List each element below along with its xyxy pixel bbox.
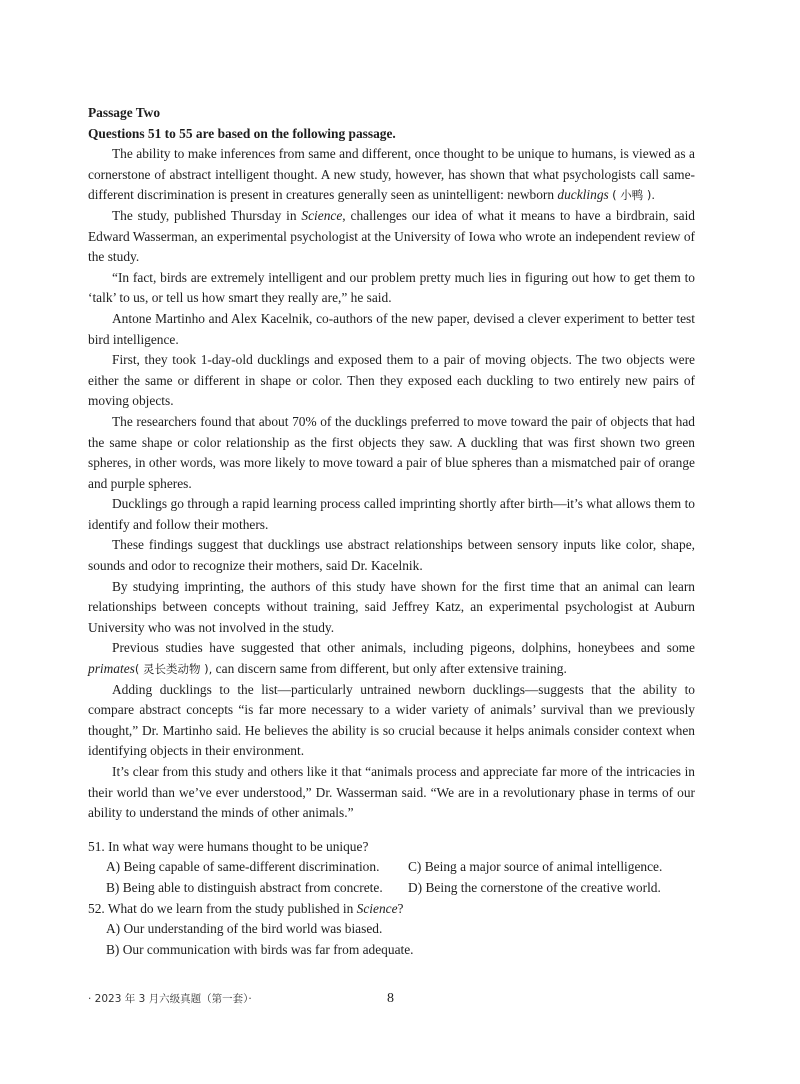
question-52-stem-end: ? [397,900,404,916]
paragraph-1-text: The ability to make inferences from same and different, once thought to be unique to humans, is viewed as a cornerstone of abstract intelligent thought. A new study, however, has shown that what psychologists call same-different discrimination is present in creatures generally seen as unintelligent: newborn [88,146,695,203]
question-52-term-science: Science [356,900,398,916]
passage-instruction: Questions 51 to 55 are based on the following passage. [88,125,396,141]
paragraph-10-text-a: Previous studies have suggested that other animals, including pigeons, dolphins, honeybees and some [112,640,695,656]
term-ducklings: ducklings [557,187,609,203]
page-number: 8 [387,991,394,1006]
question-51-option-b: B) Being able to distinguish abstract from concrete. [106,879,383,895]
paragraph-11: Adding ducklings to the list—particularly untrained newborn ducklings—suggests that the ability to compare abstract concepts “is far more necessary to a wider variety of animals’ survival than we previously thought,” Dr. Martinho said. He believes the ability is so crucial because it helps animals consider context when identifying objects in their environment. [88,681,695,759]
paragraph-4: Antone Martinho and Alex Kacelnik, co-authors of the new paper, devised a clever experiment to better test bird intelligence. [88,310,695,347]
paragraph-10 [88,638,695,679]
paragraph-8: These findings suggest that ducklings use abstract relationships between sensory inputs like color, shape, sounds and odor to recognize their mothers, said Dr. Kacelnik. [88,537,695,574]
question-section [88,837,695,961]
term-science: Science [301,207,343,223]
paragraph-2-text-a: The study, published Thursday in [112,207,302,223]
question-52-stem-text: 52. What do we learn from the study published in [88,900,357,916]
paragraph-7: Ducklings go through a rapid learning process called imprinting shortly after birth—it’s what allows them to identify and follow their mothers. [88,496,695,532]
gloss-ducklings: ( 小鸭 ). [612,188,656,203]
question-51-stem: 51. In what way were humans thought to be unique? [88,838,369,854]
paragraph-9: By studying imprinting, the authors of this study have shown for the first time that an animal can learn relationships between concepts without training, said Jeffrey Katz, an experimental psychologist at Auburn University who was not involved in the study. [88,578,695,635]
passage-title: Passage Two [88,105,161,120]
paragraph-5: First, they took 1-day-old ducklings and exposed them to a pair of moving objects. The two objects were either the same or different in shape or color. Then they exposed each duckling to two entirely new pairs of moving objects. [88,352,695,409]
gloss-primates: ( 灵长类动物 ), [134,662,213,677]
paragraph-2 [88,206,695,268]
question-51-options-row-1 [88,857,695,878]
question-51-options-row-2 [88,878,695,899]
question-52-option-b: B) Our communication with birds was far from adequate. [106,941,414,957]
question-51-option-a: A) Being capable of same-different discrimination. [106,859,380,875]
paragraph-6: The researchers found that about 70% of the ducklings preferred to move toward the pair of objects that had the same shape or color relationship as the first objects they saw. A duckling that was first shown two green spheres, in other words, was more likely to move toward a pair of blue spheres than a mismatched pair of orange and purple spheres. [88,413,695,491]
paragraph-3: “In fact, birds are extremely intelligent and our problem pretty much lies in figuring out how to get them to ‘talk’ to us, or tell us how smart they really are,” he said. [88,269,695,306]
passage-section [88,103,695,960]
footer-source: · 2023 年 3 月六级真题（第一套）· [88,993,252,1005]
question-52-stem [88,899,695,920]
paragraph-1 [88,144,695,206]
paragraph-10-text-b: can discern same from different, but only after extensive training. [212,661,567,677]
page-footer [88,989,695,1009]
question-51-option-c: C) Being a major source of animal intelligence. [408,859,663,875]
question-52-option-a: A) Our understanding of the bird world was biased. [106,921,383,937]
question-51-option-d: D) Being the cornerstone of the creative world. [408,879,661,895]
paragraph-2-text-b: , challenges our idea of what it means to have a birdbrain, said Edward Wasserman, an experimental psychologist at the University of Iowa who wrote an independent review of the study. [88,207,696,265]
paragraph-12: It’s clear from this study and others like it that “animals process and appreciate far more of the intricacies in their world than we’ve ever understood,” Dr. Wasserman said. “We are in a revolutionary phase in terms of our ability to understand the minds of other animals.” [88,764,695,821]
term-primates: primates [88,661,135,677]
